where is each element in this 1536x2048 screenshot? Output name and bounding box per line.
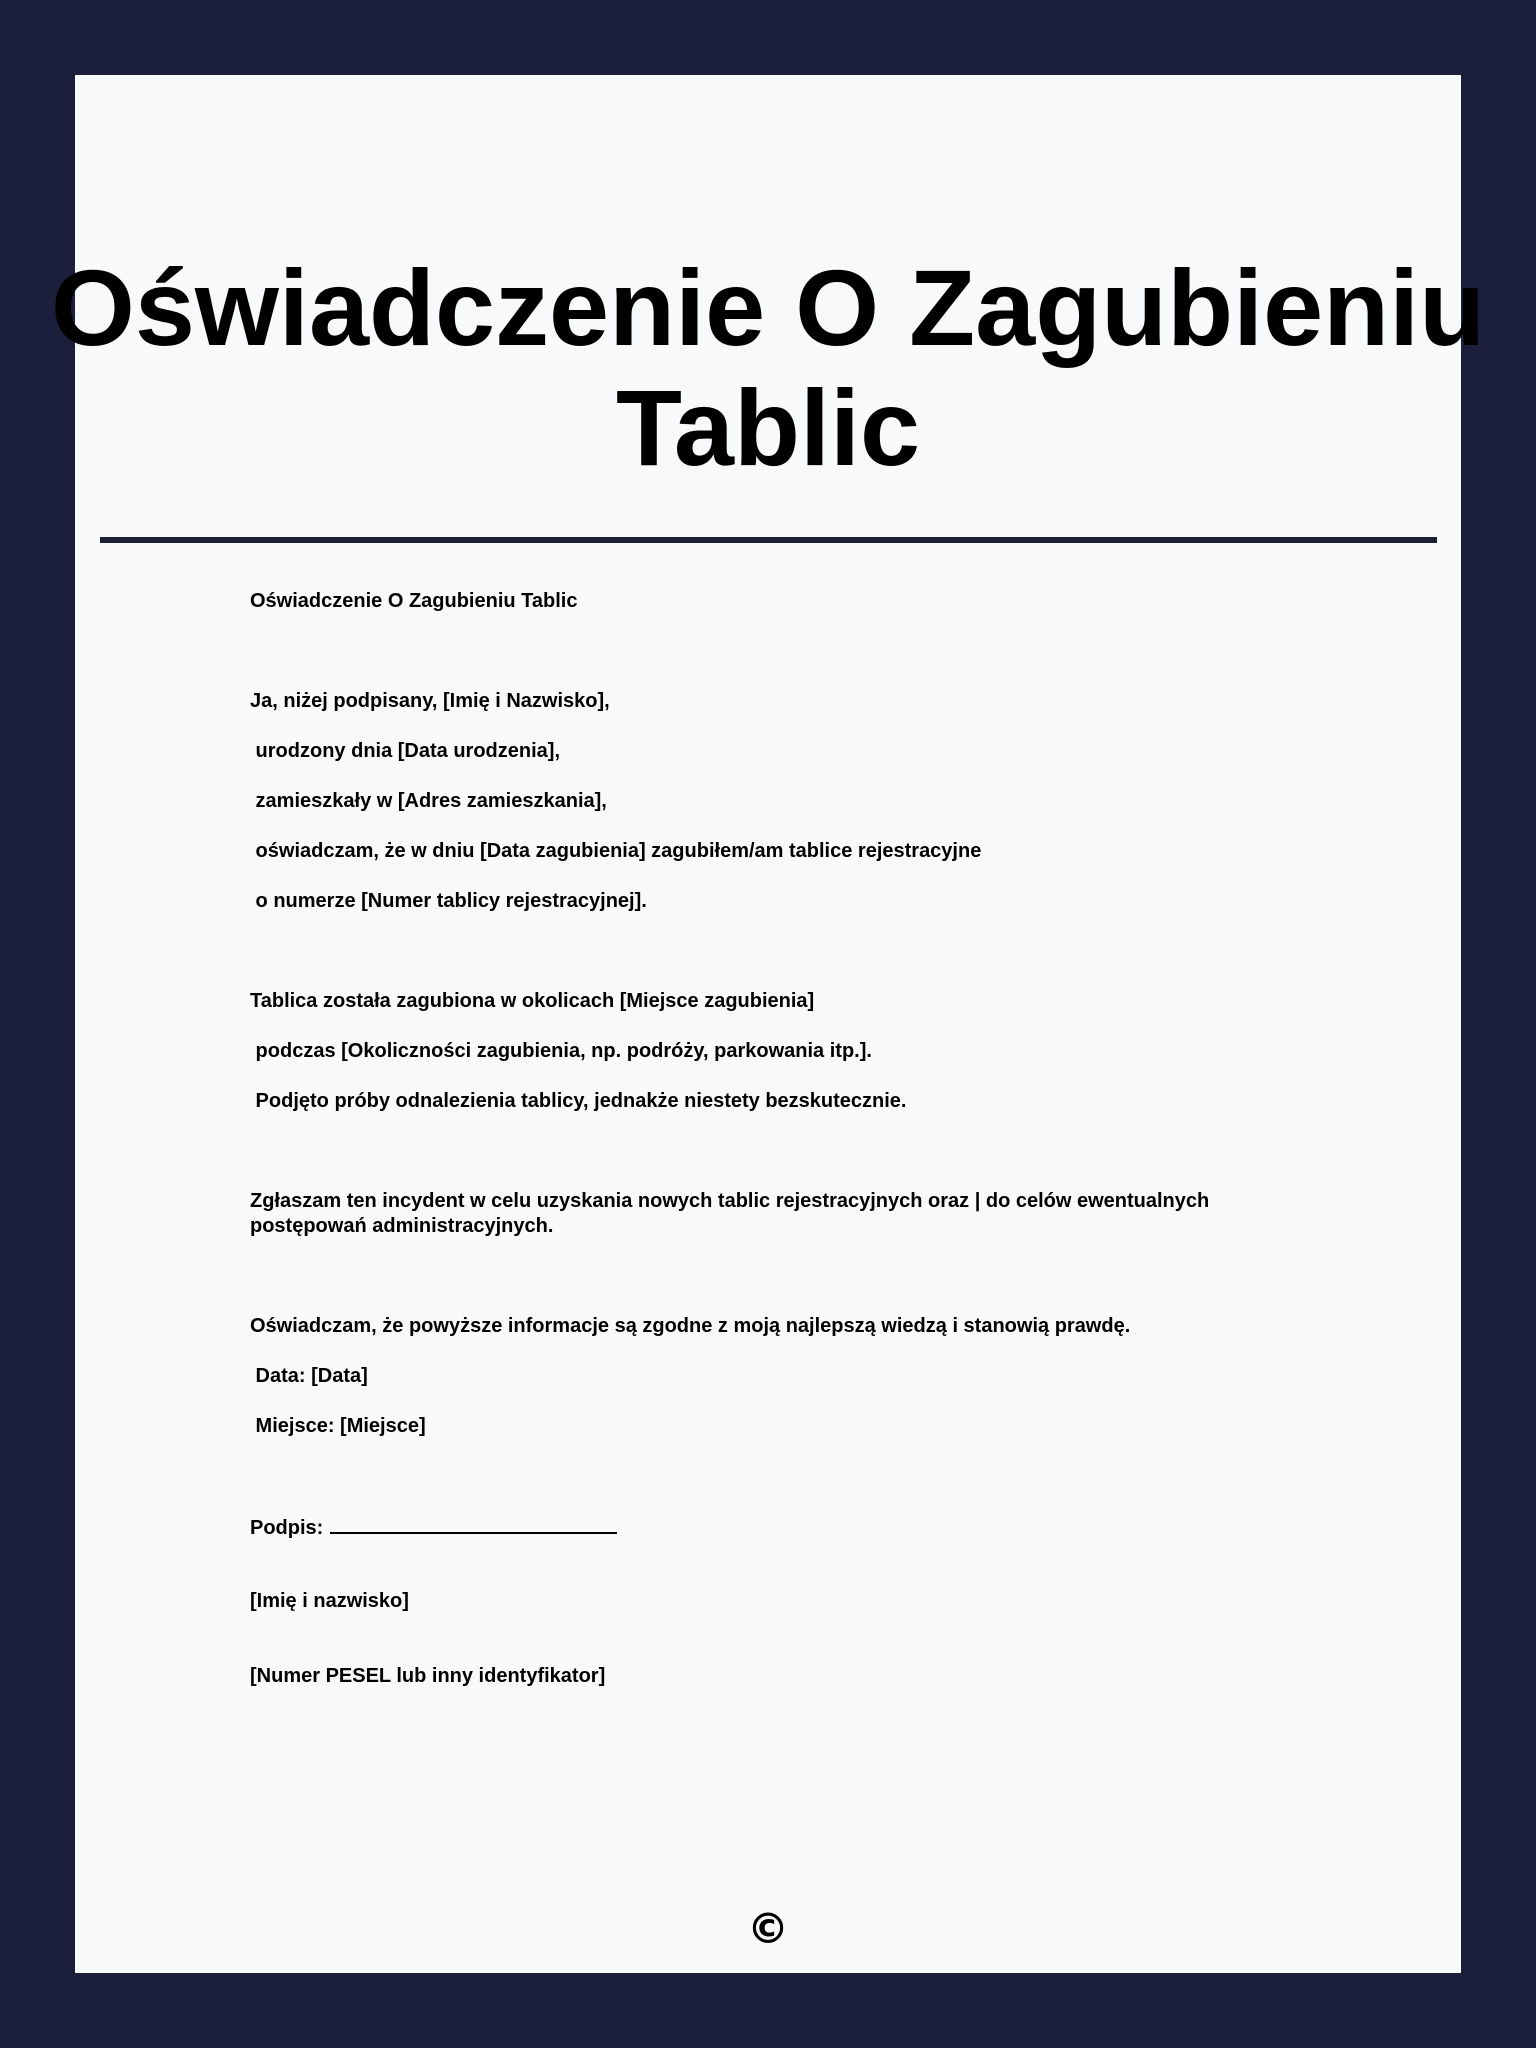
place-line: Miejsce: [Miejsce] [250,1415,426,1437]
signature-label: Podpis: [250,1517,324,1539]
text-line: o numerze [Numer tablicy rejestracyjnej]. [250,890,647,912]
document-heading: Oświadczenie O Zagubieniu Tablic [250,590,578,612]
document-title: Oświadczenie O Zagubieniu Tablic [50,247,1486,488]
copyright-icon: © [747,1904,789,1953]
title-divider [100,537,1437,543]
text-line: urodzony dnia [Data urodzenia], [250,740,561,762]
name-placeholder: [Imię i nazwisko] [250,1590,409,1612]
text-line: Oświadczam, że powyższe informacje są zgodne z moją najlepszą wiedzą i stanowią prawdę. [250,1315,1131,1337]
text-line: Podjęto próby odnalezienia tablicy, jednakże niestety bezskutecznie. [250,1090,907,1112]
date-line: Data: [Data] [250,1365,368,1387]
signature-row [250,1514,617,1541]
signature-line [330,1514,617,1534]
text-paragraph: Zgłaszam ten incydent w celu uzyskania nowych tablic rejestracyjnych oraz | do celów ewentualnych postępowań administracyjnych. [250,1190,1210,1237]
text-line: Tablica została zagubiona w okolicach [Miejsce zagubienia] [250,990,815,1012]
text-line: Ja, niżej podpisany, [Imię i Nazwisko], [250,690,610,712]
text-line: zamieszkały w [Adres zamieszkania], [250,790,607,812]
text-line: oświadczam, że w dniu [Data zagubienia] zagubiłem/am tablice rejestracyjne [250,840,982,862]
text-line: podczas [Okoliczności zagubienia, np. podróży, parkowania itp.]. [250,1040,872,1062]
identifier-placeholder: [Numer PESEL lub inny identyfikator] [250,1665,606,1687]
